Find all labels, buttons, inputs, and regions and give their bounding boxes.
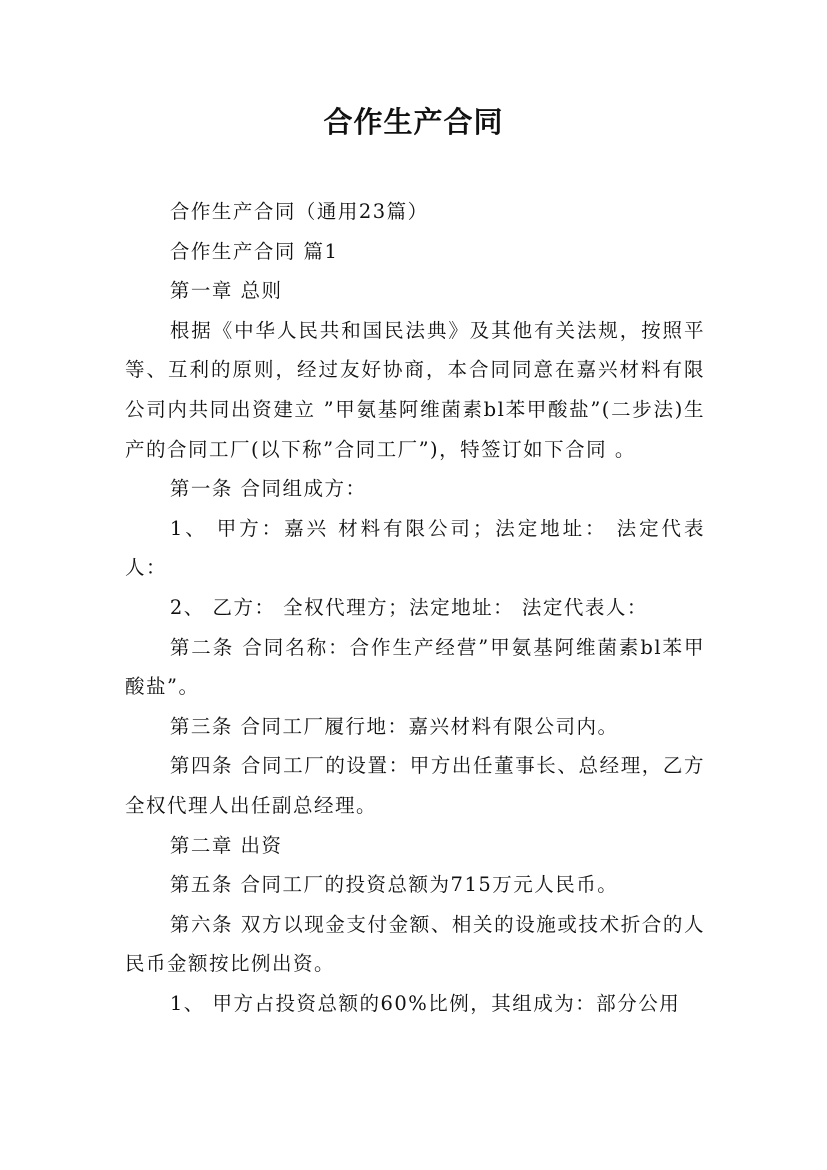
document-title: 合作生产合同 <box>323 105 504 139</box>
paragraph-article-five: 第五条 合同工厂的投资总额为715万元人民币。 <box>169 873 619 897</box>
paragraph-chapter-one: 第一章 总则 <box>169 279 283 303</box>
document-body <box>125 192 705 1023</box>
paragraph-party-a: 1、 甲方：嘉兴 材料有限公司；法定地址： 法定代表人： <box>125 516 705 580</box>
paragraph-article-six: 第六条 双方以现金支付金额、相关的设施或技术折合的人民币金额按比例出资。 <box>125 912 705 976</box>
paragraph-article-two: 第二条 合同名称：合作生产经营”甲氨基阿维菌素bl苯甲酸盐”。 <box>125 635 705 699</box>
paragraph-contract-heading: 合作生产合同 篇1 <box>169 239 339 263</box>
paragraph-collection-title: 合作生产合同（通用23篇） <box>169 200 429 223</box>
paragraph-party-a-share: 1、 甲方占投资总额的60%比例，其组成为：部分公用 <box>169 991 681 1015</box>
paragraph-party-b: 2、 乙方： 全权代理方；法定地址： 法定代表人： <box>169 595 648 619</box>
paragraph-article-four: 第四条 合同工厂的设置：甲方出任董事长、总经理，乙方全权代理人出任副总经理。 <box>125 754 705 817</box>
paragraph-chapter-two: 第二章 出资 <box>169 833 283 857</box>
paragraph-preamble: 根据《中华人民共和国民法典》及其他有关法规，按照平等、互利的原则，经过友好协商，本合同同意在嘉兴材料有限公司内共同出资建立 ”甲氨基阿维菌素bl苯甲酸盐”(二步法)生产的合同工厂(以下称”合同工厂”)，特签订如下合同 。 <box>125 318 705 461</box>
paragraph-article-three: 第三条 合同工厂履行地：嘉兴材料有限公司内。 <box>169 714 619 738</box>
paragraph-article-one: 第一条 合同组成方： <box>169 477 367 501</box>
